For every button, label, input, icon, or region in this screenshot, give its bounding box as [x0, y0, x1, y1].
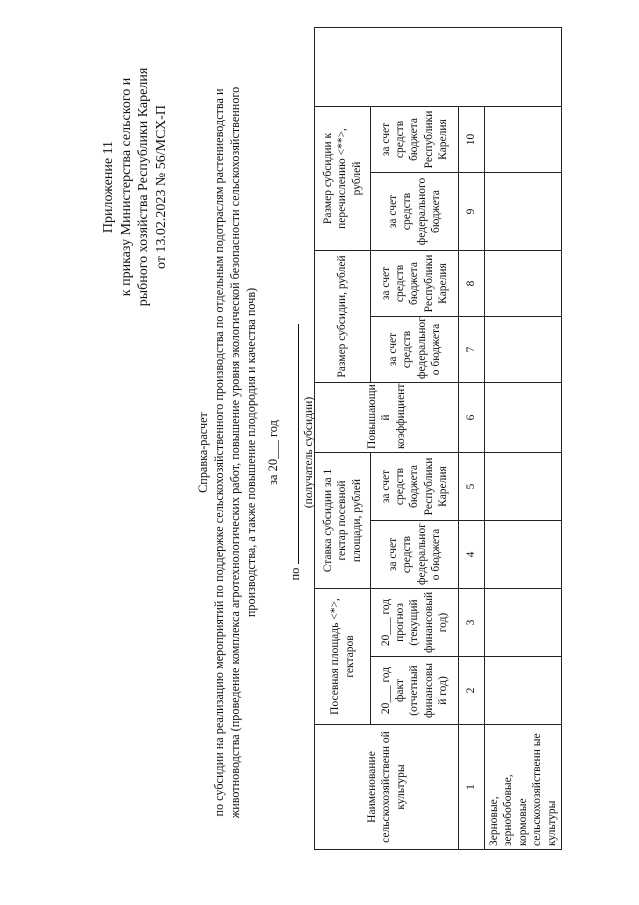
column-number: 7 [459, 316, 485, 382]
title-line: по субсидии на реализацию мероприятий по поддержке сельскохозяйственного производства по отдельным подотраслям растениеводства и [211, 88, 226, 817]
appendix-line: рыбного хозяйства Республики Карелия [136, 67, 151, 307]
column-number: 2 [459, 657, 485, 725]
header-rate: Ставка субсидии за 1 гектар посевной площади, рублей [315, 452, 371, 588]
column-number: 3 [459, 589, 485, 657]
column-number: 9 [459, 172, 485, 250]
header-subsidy-size: Размер субсидии, рублей [315, 250, 371, 382]
table-row [485, 27, 562, 849]
appendix-line: к приказу Министерства сельского и [118, 77, 134, 297]
column-number: 4 [459, 521, 485, 589]
header-coefficient: Повышающи й коэффициент [315, 382, 459, 452]
data-cell [485, 657, 562, 725]
subheader-area-forecast: 20___ год прогноз (текущий финансовый год) [371, 589, 459, 657]
subsidy-table [314, 27, 562, 850]
appendix-line: Приложение 11 [101, 140, 116, 234]
subheader-rate-federal: за счет средств федеральног о бюджета [371, 521, 459, 589]
data-cell [485, 250, 562, 316]
po-label: по [288, 567, 302, 581]
appendix-line: от 13.02.2023 № 56/МСХ-П [153, 105, 169, 269]
header-crop-name: Наименование сельскохозяйственн ой культуры [315, 725, 459, 850]
crop-name-cell: Зерновые, зернобобовые, кормовые сельскохозяйственн ые культуры [485, 725, 562, 850]
subheader-subsidy-karelia: за счет средств бюджета Республики Карелия [371, 250, 459, 316]
subheader-transfer-federal: за счет средств федерального бюджета [371, 172, 459, 250]
subheader-rate-karelia: за счет средств бюджета Республики Карелия [371, 452, 459, 520]
title-line: Справка-расчет [196, 412, 210, 493]
data-cell [485, 521, 562, 589]
data-cell [485, 106, 562, 172]
data-cell [485, 452, 562, 520]
column-number: 8 [459, 250, 485, 316]
data-cell [485, 316, 562, 382]
data-cell [485, 172, 562, 250]
column-number: 6 [459, 382, 485, 452]
document-title [196, 20, 259, 885]
column-number: 5 [459, 452, 485, 520]
appendix-header [100, 17, 170, 357]
data-cell [485, 382, 562, 452]
header-area: Посевная площадь <*>, гектаров [315, 589, 371, 725]
report-year: за 20___ год [266, 419, 280, 486]
header-transfer-size: Размер субсидии к перечислению <**>, рублей [315, 106, 371, 250]
subheader-transfer-karelia: за счет средств бюджета Республики Карелия [371, 106, 459, 172]
title-line: животноводства (проведение комплекса агротехнологических работ, повышение уровня экологической безопасности сельскохозяйственного [227, 86, 242, 819]
recipient-blank [286, 324, 299, 564]
subheader-subsidy-federal: за счет средств федеральног о бюджета [371, 316, 459, 382]
column-number: 10 [459, 106, 485, 172]
recipient-caption: (получатель субсидии) [303, 396, 315, 509]
empty-column [315, 27, 562, 106]
subheader-area-fact: 20___ год факт (отчетный финансовы й год) [371, 657, 459, 725]
data-cell [485, 589, 562, 657]
column-number: 1 [459, 725, 485, 850]
recipient-line [286, 20, 315, 885]
title-line: производства, а также повышение плодородия и качества почв) [243, 287, 258, 618]
